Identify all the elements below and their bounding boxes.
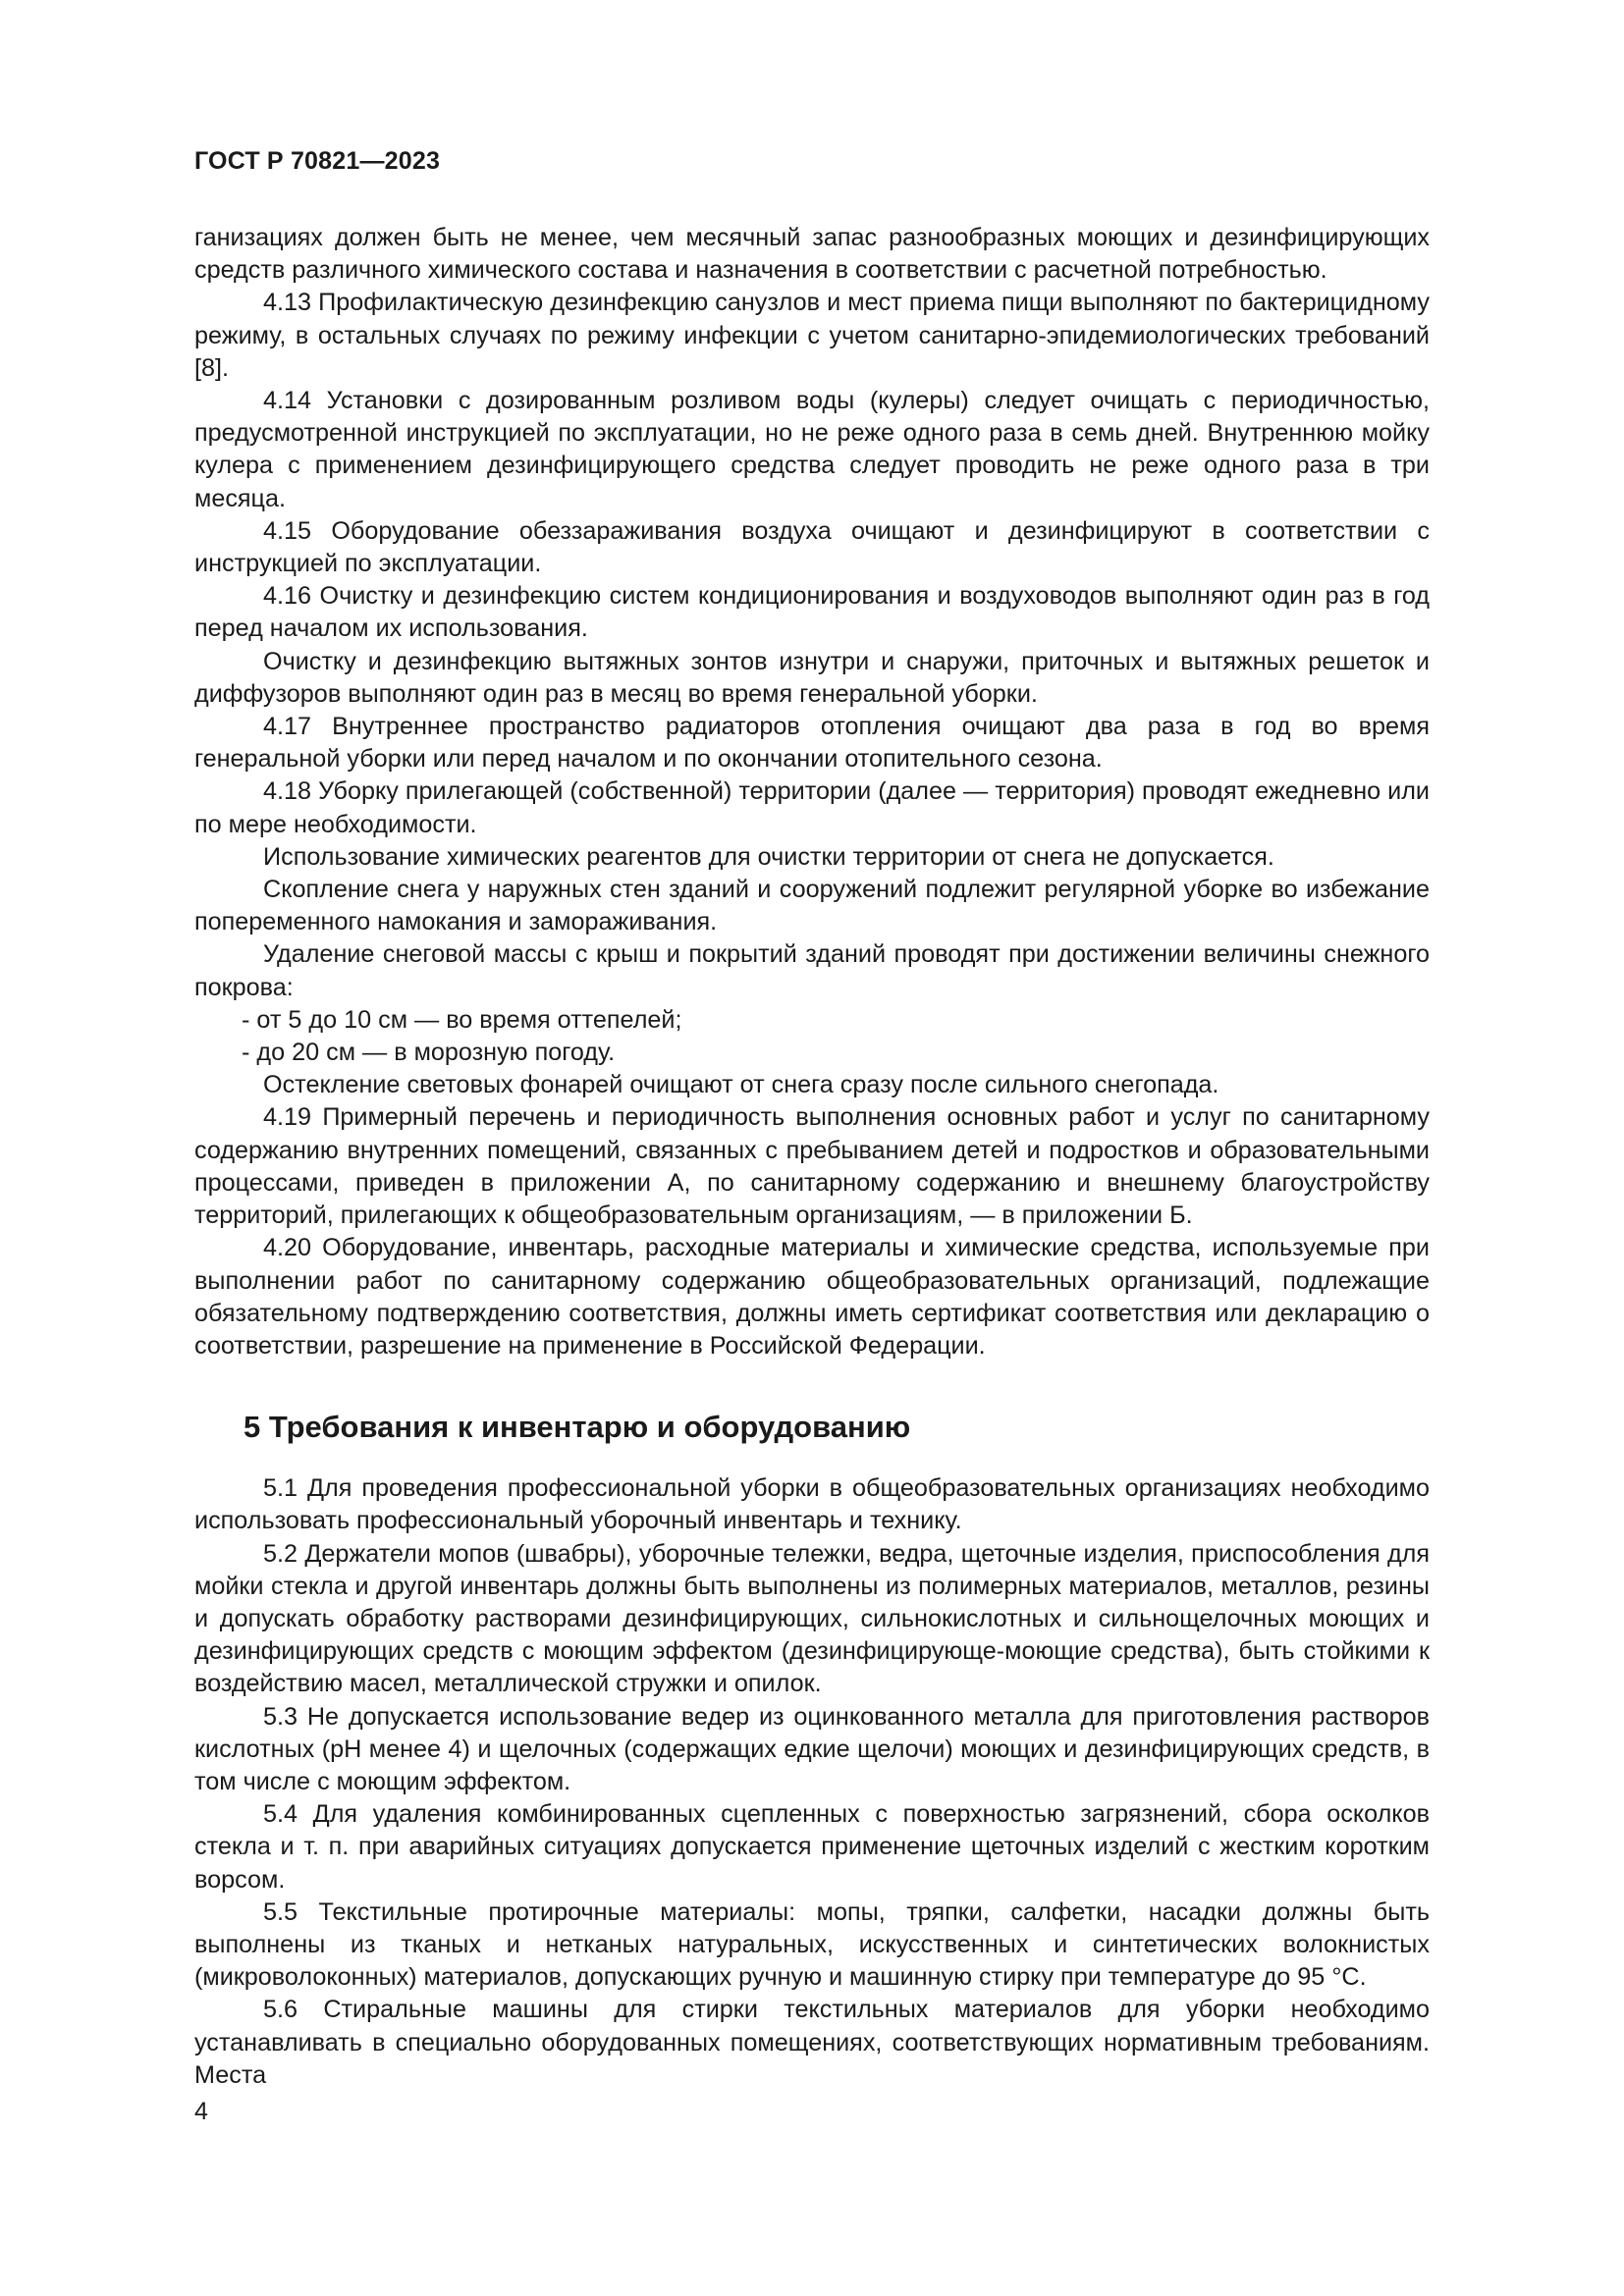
paragraph: 4.14 Установки с дозированным розливом воды (кулеры) следует очищать с периодичностью, предусмотренной инструкцией по эксплуатации, но не реже одного раза в семь дней. Внутреннюю мойку кулера с применением дезинфицирующего средства следует проводить не реже одного раза в три месяца. [194, 387, 1430, 512]
paragraph: 5.4 Для удаления комбинированных сцепленных с поверхностью загрязнений, сбора осколков стекла и т. п. при аварийных ситуациях допускается применение щеточных изделий с жестким коротким ворсом. [194, 1800, 1430, 1894]
paragraph: 4.13 Профилактическую дезинфекцию санузлов и мест приема пищи выполняют по бактерицидному режиму, в остальных случаях по режиму инфекции с учетом санитарно-эпидемиологических требований [8]. [194, 289, 1430, 382]
paragraph: Скопление снега у наружных стен зданий и сооружений подлежит регулярной уборке во избежание попеременного намокания и замораживания. [194, 876, 1430, 936]
document-body [194, 222, 1430, 2092]
paragraph: 5.1 Для проведения профессиональной уборки в общеобразовательных организациях необходимо использовать профессиональный уборочный инвентарь и технику. [194, 1474, 1430, 1535]
paragraph: 5.2 Держатели мопов (швабры), уборочные тележки, ведра, щеточные изделия, приспособления для мойки стекла и другой инвентарь должны быть выполнены из полимерных материалов, металлов, резины и допускать обработку растворами дезинфицирующих, сильнокислотных и сильнощелочных моющих и дезинфицирующих средств с моющим эффектом (дезинфицирующе-моющие средства), быть стойкими к воздействию масел, металлической стружки и опилок. [194, 1539, 1430, 1698]
paragraph: 4.17 Внутреннее пространство радиаторов отопления очищают два раза в год во время генеральной уборки или перед началом и по окончании отопительного сезона. [194, 713, 1430, 774]
document-code-header: ГОСТ Р 70821—2023 [194, 147, 441, 175]
paragraph: 4.20 Оборудование, инвентарь, расходные материалы и химические средства, используемые при выполнении работ по санитарному содержанию общеобразовательных организаций, подлежащие обязательному подтверждению соответствия, должны иметь сертификат соответствия или декларацию о соответствии, разрешение на применение в Российской Федерации. [194, 1234, 1430, 1360]
paragraph: 4.15 Оборудование обеззараживания воздуха очищают и дезинфицируют в соответствии с инструкцией по эксплуатации. [194, 516, 1430, 578]
paragraph: Удаление снеговой массы с крыш и покрытий зданий проводят при достижении величины снежного покрова: [194, 940, 1430, 1001]
paragraph: 5.6 Стиральные машины для стирки текстильных материалов для уборки необходимо устанавливать в специально оборудованных помещениях, соответствующих нормативным требованиям. Места [194, 1996, 1430, 2089]
paragraph: 4.16 Очистку и дезинфекцию систем кондиционирования и воздуховодов выполняют один раз в год перед началом их использования. [194, 582, 1430, 643]
paragraph: Использование химических реагентов для очистки территории от снега не допускается. [263, 842, 1274, 871]
list-item: - от 5 до 10 см — во время оттепелей; [242, 1005, 682, 1034]
section-5-heading: 5 Требования к инвентарю и оборудованию [244, 1410, 911, 1445]
paragraph: Очистку и дезинфекцию вытяжных зонтов изнутри и снаружи, приточных и вытяжных решеток и диффузоров выполняют один раз в месяц во время генеральной уборки. [194, 647, 1430, 708]
paragraph: 4.19 Примерный перечень и периодичность выполнения основных работ и услуг по санитарному содержанию внутренних помещений, связанных с пребыванием детей и подростков и образовательными процессами, приведен в приложении А, по санитарному содержанию и внешнему благоустройству территорий, прилегающих к общеобразовательным организациям, — в приложении Б. [194, 1103, 1430, 1230]
paragraph: ганизациях должен быть не менее, чем месячный запас разнообразных моющих и дезинфицирующих средств различного химического состава и назначения в соответствии с расчетной потребностью. [194, 224, 1430, 285]
page-number: 4 [194, 2098, 208, 2125]
paragraph: 5.3 Не допускается использование ведер из оцинкованного металла для приготовления растворов кислотных (pH менее 4) и щелочных (содержащих едкие щелочи) моющих и дезинфицирующих средств, в том числе с моющим эффектом. [194, 1702, 1430, 1795]
section-5-body [194, 1472, 1430, 2092]
section-4-continuation [194, 222, 1430, 1362]
list-item: - до 20 см — в морозную погоду. [242, 1039, 616, 1067]
paragraph: 5.5 Текстильные протирочные материалы: мопы, тряпки, салфетки, насадки должны быть выполнены из тканых и нетканых натуральных, искусственных и синтетических волокнистых (микроволоконных) материалов, допускающих ручную и машинную стирку при температуре до 95 °С. [194, 1897, 1430, 1992]
paragraph: 4.18 Уборку прилегающей (собственной) территории (далее — территория) проводят ежедневно или по мере необходимости. [194, 777, 1430, 838]
paragraph: Остекление световых фонарей очищают от снега сразу после сильного снегопада. [263, 1071, 1219, 1099]
